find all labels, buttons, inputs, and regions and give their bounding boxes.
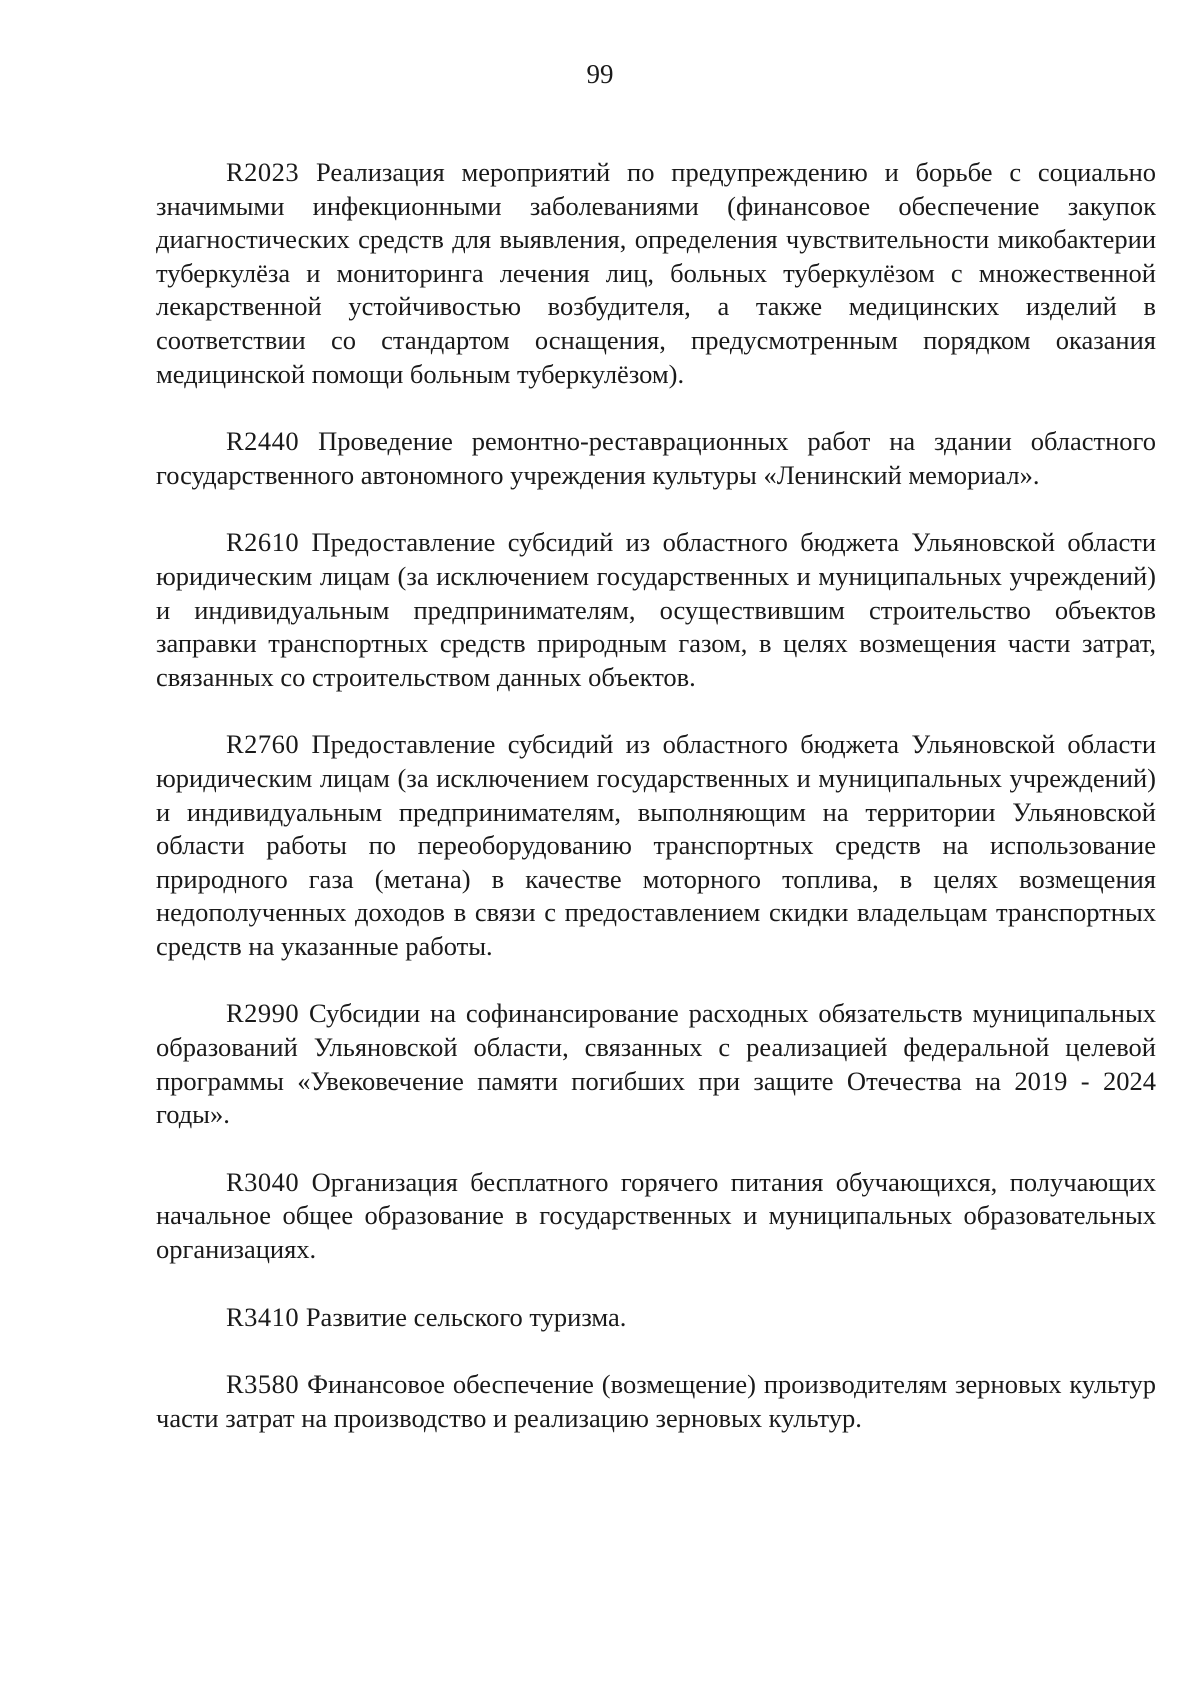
paragraph-text: Развитие сельского туризма.: [305, 1301, 627, 1332]
paragraph-r2760: [156, 728, 1156, 963]
paragraph-text: Реализация мероприятий по предупреждению и борьбе с социально значимыми инфекционными заболеваниями (финансовое обеспечение закупок диагностических средств для выявления, определения чувствительности микобактерии туберкулёза и мониторинга лечения лиц, больных туберкулёзом с множественной лекарственной устойчивостью возбудителя, а также медицинских изделий в соответствии со стандартом оснащения, предусмотренным порядком оказания медицинской помощи больным туберкулёзом).: [156, 157, 1157, 389]
paragraph-code: R2990: [226, 998, 300, 1029]
paragraph-r2610: [156, 526, 1156, 694]
paragraph-text: Организация бесплатного горячего питания обучающихся, получающих начальное общее образование в государственных и муниципальных образовательных организациях.: [156, 1166, 1157, 1265]
paragraph-text: Предоставление субсидий из областного бюджета Ульяновской области юридическим лицам (за исключением государственных и муниципальных учреждений) и индивидуальным предпринимателям, осуществившим строительство объектов заправки транспортных средств природным газом, в целях возмещения части затрат, связанных со строительством данных объектов.: [156, 527, 1157, 692]
paragraph-r2440: [156, 425, 1156, 492]
page-number: 99: [586, 59, 614, 89]
paragraph-code: R2023: [226, 157, 300, 187]
paragraph-text: Финансовое обеспечение (возмещение) производителям зерновых культур части затрат на производство и реализацию зерновых культур.: [156, 1369, 1156, 1433]
paragraph-r2990: [156, 997, 1156, 1131]
paragraph-r3410: [156, 1301, 1156, 1335]
paragraph-code: R2610: [226, 527, 300, 558]
paragraph-r2023: [156, 156, 1156, 391]
paragraph-r3040: [156, 1166, 1156, 1267]
paragraph-code: R2760: [226, 729, 300, 760]
paragraph-code: R3410: [226, 1301, 300, 1332]
paragraph-code: R3580: [226, 1369, 300, 1400]
paragraph-text: Предоставление субсидий из областного бюджета Ульяновской области юридическим лицам (за исключением государственных и муниципальных учреждений) и индивидуальным предпринимателям, выполняющим на территории Ульяновской области работы по переоборудованию транспортных средств на использование природного газа (метана) в качестве моторного топлива, в целях возмещения недополученных доходов в связи с предоставлением скидки владельцам транспортных средств на указанные работы.: [156, 729, 1157, 961]
paragraph-code: R3040: [226, 1166, 300, 1197]
paragraph-code: R2440: [226, 426, 300, 457]
paragraph-r3580: [156, 1368, 1156, 1435]
document-body: [156, 156, 1156, 1435]
paragraph-text: Проведение ремонтно-реставрационных работ на здании областного государственного автономного учреждения культуры «Ленинский мемориал».: [156, 426, 1156, 490]
paragraph-text: Субсидии на софинансирование расходных обязательств муниципальных образований Ульяновской области, связанных с реализацией федеральной целевой программы «Увековечение памяти погибших при защите Отечества на 2019 - 2024 годы».: [156, 998, 1156, 1130]
